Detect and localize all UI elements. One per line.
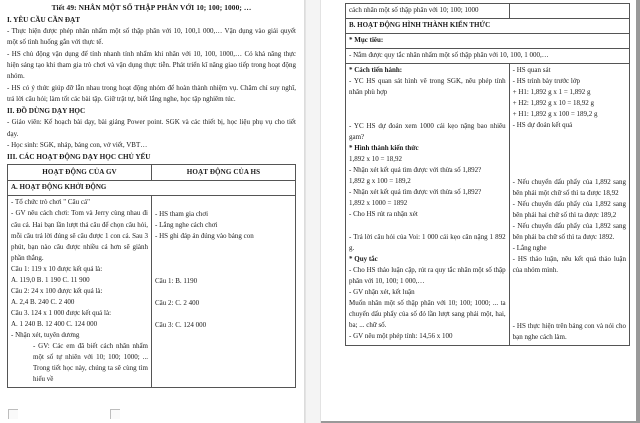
spacer xyxy=(155,264,292,275)
hs-h2-line: + H2: 1,892 g x 10 = 18,92 g xyxy=(512,99,595,108)
gv-nhan-xet-10: - Nhận xét kết quả tìm được với thừa số 1,892? xyxy=(349,166,482,175)
activities-table-right xyxy=(345,3,630,346)
spacer xyxy=(513,287,626,298)
spacer xyxy=(349,220,506,231)
spacer xyxy=(513,276,626,287)
hs-line-3: - HS ghi đáp án đúng vào bảng con xyxy=(155,231,254,240)
page-gutter xyxy=(305,0,321,423)
hs-h3-line: + H1: 1,892 g x 100 = 189,2 g xyxy=(512,110,598,119)
spacer xyxy=(155,197,292,208)
hs-trinh-bay: - HS trình bày trước lớp xyxy=(512,77,581,86)
hs-thuc-hien-bang-con: - HS thực hiện trên bảng con và nói cho bạn nghe cách làm. xyxy=(512,322,626,342)
gv-phep-tinh-vi-du: - GV nêu một phép tính: 14,56 x 100 xyxy=(349,332,453,341)
do-dung-item-1: - Giáo viên: Kế hoạch bài dạy, bài giảng Power point. SGK và các thiết bị, học liệu phụ vụ cho tiết dạy. xyxy=(7,118,296,138)
spacer xyxy=(155,287,292,298)
hs-thao-luan: - HS thảo luận, nêu kết quả thảo luận của nhóm mình. xyxy=(512,254,626,275)
hs-nhan-xet-10: - Nếu chuyển dấu phẩy của 1,892 sang bên phải một chữ số thì ta được 18,92 xyxy=(512,177,626,197)
muc-tieu-label: * Mục tiêu: xyxy=(346,34,630,49)
page-right xyxy=(321,0,640,423)
table-row xyxy=(346,64,630,346)
table-row xyxy=(8,196,296,388)
quiz-3-question: Câu 3. 124 x 1 000 được kết quả là: xyxy=(11,308,112,317)
quiz-3-answer: Câu 3: C. 124 000 xyxy=(155,321,207,330)
spacer xyxy=(155,309,292,320)
spacer xyxy=(349,98,506,109)
table-row-muc-tieu-text xyxy=(346,49,630,64)
cell-hs-cach-tien-hanh xyxy=(509,64,629,346)
cell-carryover-hs xyxy=(509,4,629,19)
page-edge-shadow xyxy=(636,0,638,423)
quiz-2-options: A. 2,4 B. 240 C. 2 400 xyxy=(11,297,75,306)
hs-lang-nghe: - Lắng nghe xyxy=(512,243,547,252)
page-fold-mark-left xyxy=(8,409,18,419)
section-b-title: B. HOẠT ĐỘNG HÌNH THÀNH KIẾN THỨC xyxy=(346,19,630,34)
gv-nhan-xet-ket-luan: - GV nhận xét, kết luận xyxy=(349,287,415,296)
gv-phep-tinh-100: 1,892 g x 100 = 189,2 xyxy=(349,177,411,186)
gv-yc-quan-sat: - YC HS quan sát hình vẽ trong SGK, nêu phép tính nhân phù hợp xyxy=(349,77,506,97)
quiz-1-options: A. 119,0 B. 1 190 C. 11 900 xyxy=(11,275,90,284)
cell-carryover: cách nhân một số thập phân với 10; 100; 1000 xyxy=(346,4,510,19)
page-left xyxy=(0,0,305,423)
cell-gv-khoi-dong xyxy=(8,196,152,388)
spacer xyxy=(513,131,626,142)
quy-tac-text: Muốn nhân một số thập phân với 10; 100; 1000; ... ta chuyển dấu phẩy của số đó lần lượt sang phải một, hai, ba; ... chữ số. xyxy=(349,298,506,330)
gv-cho-hs-rut-nhan-xet: - Cho HS rút ra nhận xét xyxy=(349,210,418,219)
heading-yeu-cau-can-dat: I. YÊU CẦU CẦN ĐẠT xyxy=(7,15,81,24)
yeu-cau-item-1: - Thực hiện được phép nhân nhẩm một số thập phân với 10, 100,1 000,… Vận dụng vào giải quyết một số tình huống gắn với thực tế. xyxy=(7,26,296,47)
hs-nhan-xet-100: - Nếu chuyển dấu phẩy của 1,892 sang bên phải hai chữ số thì ta được 189,2 xyxy=(512,199,626,219)
cell-gv-cach-tien-hanh xyxy=(346,64,510,346)
gv-nhan-xet: - Nhận xét, tuyên dương xyxy=(11,330,80,339)
gv-phep-tinh-1000: 1,892 x 1000 = 1892 xyxy=(349,199,408,208)
col-header-hs: HOẠT ĐỘNG CỦA HS xyxy=(152,165,296,181)
spacer xyxy=(513,154,626,165)
spacer xyxy=(513,310,626,321)
gv-closing-note: - GV: Các em đã biết cách nhân nhẩm một số tự nhiên với 10; 100; 1000; ... Trong tiết học này, chúng ta sẽ cùng tìm hiểu về xyxy=(33,342,148,384)
heading-do-dung-day-hoc: II. ĐỒ DÙNG DẠY HỌC xyxy=(7,107,86,116)
gv-tra-loi-voi: - Trả lời câu hỏi của Voi: 1 000 cái kẹo cân nặng 1 892 g. xyxy=(349,232,506,252)
table-row-section-b xyxy=(346,19,630,34)
cell-hs-khoi-dong xyxy=(152,196,296,388)
spacer xyxy=(513,165,626,176)
table-row-section-a xyxy=(8,181,296,196)
gv-nhan-xet-100: - Nhận xét kết quả tìm được với thừa số 1,892? xyxy=(349,188,482,197)
quiz-2-question: Câu 2: 24 x 100 được kết quả là: xyxy=(11,286,103,295)
muc-tieu-text: - Nắm được quy tắc nhân nhẩm một số thập phân với 10, 100, 1 000,… xyxy=(346,49,630,64)
hinh-thanh-kien-thuc-label: * Hình thành kiến thức xyxy=(349,144,419,153)
activities-table-left xyxy=(7,164,296,388)
table-row xyxy=(346,4,630,19)
col-header-gv: HOẠT ĐỘNG CỦA GV xyxy=(8,165,152,181)
table-header-row xyxy=(8,165,296,181)
page-title: Tiết 49: NHÂN MỘT SỐ THẬP PHÂN VỚI 10; 100; 1000; … xyxy=(51,3,252,12)
quiz-2-answer: Câu 2: C. 2 400 xyxy=(155,299,200,308)
spacer xyxy=(349,110,506,121)
quiz-1-question: Câu 1: 119 x 10 được kết quả là: xyxy=(11,264,103,273)
section-a-title: A. HOẠT ĐỘNG KHỞI ĐỘNG xyxy=(8,181,296,196)
yeu-cau-item-2: - HS chủ động vận dụng để tính nhanh tính nhẩm khi nhân với 10, 100, 1000,… Có khả năng thực hiện sáng tạo khi tham gia trò chơi và vận dụng thực tiễn. Phát triển kĩ năng giao tiếp trong hoạt động nhóm. xyxy=(7,49,296,81)
do-dung-item-2: - Học sinh: SGK, nháp, bảng con, vở viết, VBT… xyxy=(7,140,148,149)
quiz-3-options: A. 1 240 B. 12 400 C. 124 000 xyxy=(11,319,98,328)
hs-line-2: - Lắng nghe cách chơi xyxy=(155,220,218,229)
hs-nhan-xet-1000: - Nếu chuyển dấu phẩy của 1,892 sang bên phải ba chữ số thì ta được 1892. xyxy=(512,221,626,241)
quy-tac-label: * Quy tắc xyxy=(349,254,378,263)
spacer xyxy=(155,253,292,264)
quiz-1-answer: Câu 1: B. 1190 xyxy=(155,276,198,285)
hs-h1-line: + H1: 1,892 g x 1 = 1,892 g xyxy=(512,88,591,97)
page-fold-mark-center xyxy=(110,409,120,419)
gv-line-1: - Tổ chức trò chơi " Câu cá" xyxy=(11,198,90,207)
gv-thao-luan-cap: - Cho HS thảo luận cặp, rút ra quy tắc nhân một số thập phân với 10, 100; 1 000,… xyxy=(349,265,506,285)
yeu-cau-item-3: - HS có ý thức giúp đỡ lẫn nhau trong hoạt động nhóm để hoàn thành nhiệm vụ. Chăm chỉ suy nghĩ, trả lời câu hỏi; làm tốt các bài tập. Giữ trật tự, biết lắng nghe, học tập nghiêm túc. xyxy=(7,83,296,103)
hs-du-doan: - HS dự đoán kết quả xyxy=(512,121,573,130)
hs-line-1: - HS tham gia chơi xyxy=(155,209,209,218)
spacer xyxy=(513,299,626,310)
hs-quan-sat: - HS quan sát xyxy=(512,66,551,75)
spacer xyxy=(155,242,292,253)
gv-line-2: - GV nêu cách chơi: Tom và Jerry cùng nhau đi câu cá. Hai bạn lần lượt thả câu để chọn câu hỏi, mỗi câu trả lời đúng sẽ câu được 1 con cá. Sau 3 phút, bạn nào câu được nhiều cá hơn sẽ giành phần thắng. xyxy=(11,209,148,262)
spacer xyxy=(513,143,626,154)
table-row-muc-tieu-label xyxy=(346,34,630,49)
gv-phep-tinh-10: 1,892 x 10 = 18,92 xyxy=(349,155,402,164)
heading-cac-hoat-dong: III. CÁC HOẠT ĐỘNG DẠY HỌC CHỦ YẾU xyxy=(7,153,151,162)
cach-tien-hanh-label: * Cách tiến hành: xyxy=(349,66,403,75)
gv-yc-du-doan: - YC HS dự đoán xem 1000 cái kẹo nặng bao nhiêu gam? xyxy=(349,121,506,141)
